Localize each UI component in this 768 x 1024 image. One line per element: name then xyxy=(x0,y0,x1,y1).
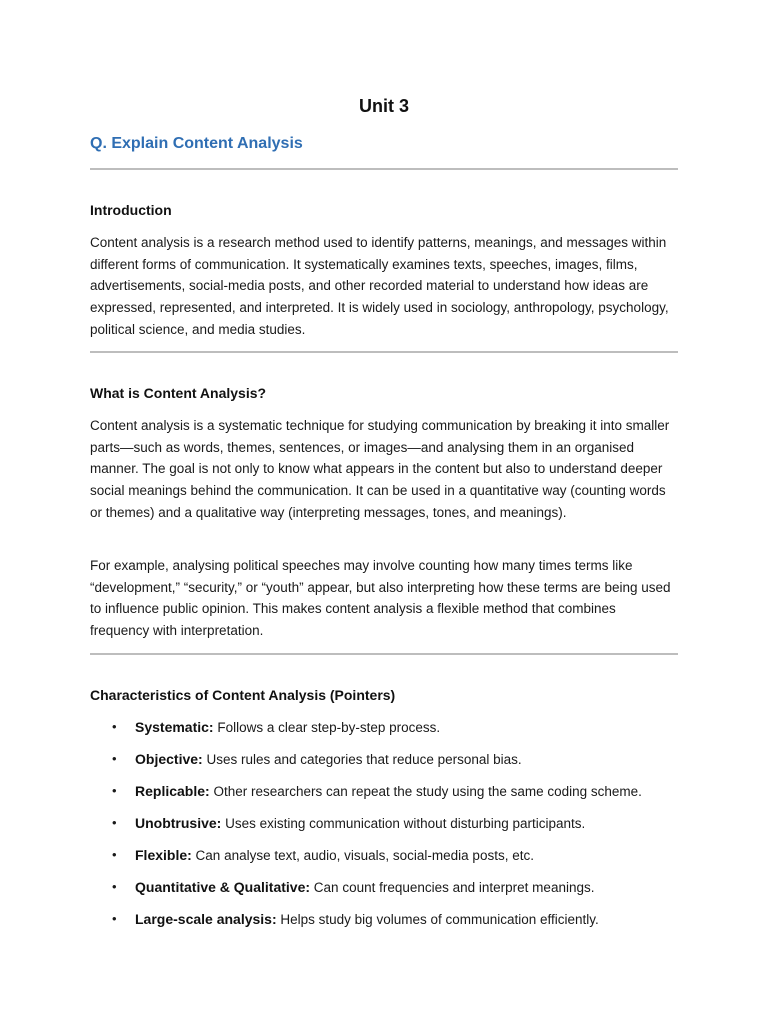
bullet-icon: • xyxy=(112,751,117,766)
list-item xyxy=(90,716,678,748)
item-term: Systematic: xyxy=(135,719,214,735)
introduction-heading: Introduction xyxy=(90,202,172,218)
item-text: Can count frequencies and interpret meanings. xyxy=(310,880,595,895)
list-item xyxy=(90,876,678,908)
bullet-icon: • xyxy=(112,783,117,798)
list-item xyxy=(90,844,678,876)
bullet-icon: • xyxy=(112,719,117,734)
item-text: Follows a clear step-by-step process. xyxy=(213,720,441,735)
item-term: Replicable: xyxy=(135,783,210,799)
item-term: Objective: xyxy=(135,751,203,767)
unit-title: Unit 3 xyxy=(358,96,409,116)
item-text: Helps study big volumes of communication efficiently. xyxy=(276,912,599,927)
what-is-heading: What is Content Analysis? xyxy=(90,385,267,401)
bullet-icon: • xyxy=(112,815,117,830)
list-item xyxy=(90,780,678,812)
question-heading: Q. Explain Content Analysis xyxy=(90,135,303,152)
introduction-paragraph: Content analysis is a research method used to identify patterns, meanings, and messages within different forms of communication. It systematically examines texts, speeches, images, films, advertisements, social-media posts, and other recorded material to understand how ideas are expressed, represented, and interpreted. It is widely used in sociology, anthropology, psychology, political science, and media studies. xyxy=(90,235,669,337)
item-term: Flexible: xyxy=(135,847,192,863)
what-is-paragraph-1: Content analysis is a systematic technique for studying communication by breaking it into smaller parts—such as words, themes, sentences, or images—and analysing them in an organised manner. The goal is not only to know what appears in the content but also to understand deeper social meanings behind the communication. It can be used in a quantitative way (counting words or themes) and a qualitative way (interpreting messages, tones, and meanings). xyxy=(90,418,670,520)
bullet-icon: • xyxy=(112,879,117,894)
divider xyxy=(90,653,678,655)
item-term: Large-scale analysis: xyxy=(135,911,277,927)
item-text: Uses existing communication without disturbing participants. xyxy=(221,816,586,831)
item-term: Quantitative & Qualitative: xyxy=(135,879,311,895)
item-term: Unobtrusive: xyxy=(135,815,222,831)
characteristics-list xyxy=(90,716,678,940)
list-item xyxy=(90,812,678,844)
what-is-paragraph-2: For example, analysing political speeches may involve counting how many times terms like “development,” “security,” or “youth” appear, but also interpreting how these terms are being used to influence public opinion. This makes content analysis a flexible method that combines frequency with interpretation. xyxy=(90,558,671,639)
divider xyxy=(90,351,678,353)
item-text: Can analyse text, audio, visuals, social-media posts, etc. xyxy=(191,848,534,863)
list-item xyxy=(90,748,678,780)
item-text: Other researchers can repeat the study using the same coding scheme. xyxy=(209,784,642,799)
list-item xyxy=(90,908,678,940)
divider xyxy=(90,168,678,170)
characteristics-heading: Characteristics of Content Analysis (Pointers) xyxy=(90,687,396,703)
item-text: Uses rules and categories that reduce personal bias. xyxy=(202,752,522,767)
bullet-icon: • xyxy=(112,847,117,862)
bullet-icon: • xyxy=(112,911,117,926)
